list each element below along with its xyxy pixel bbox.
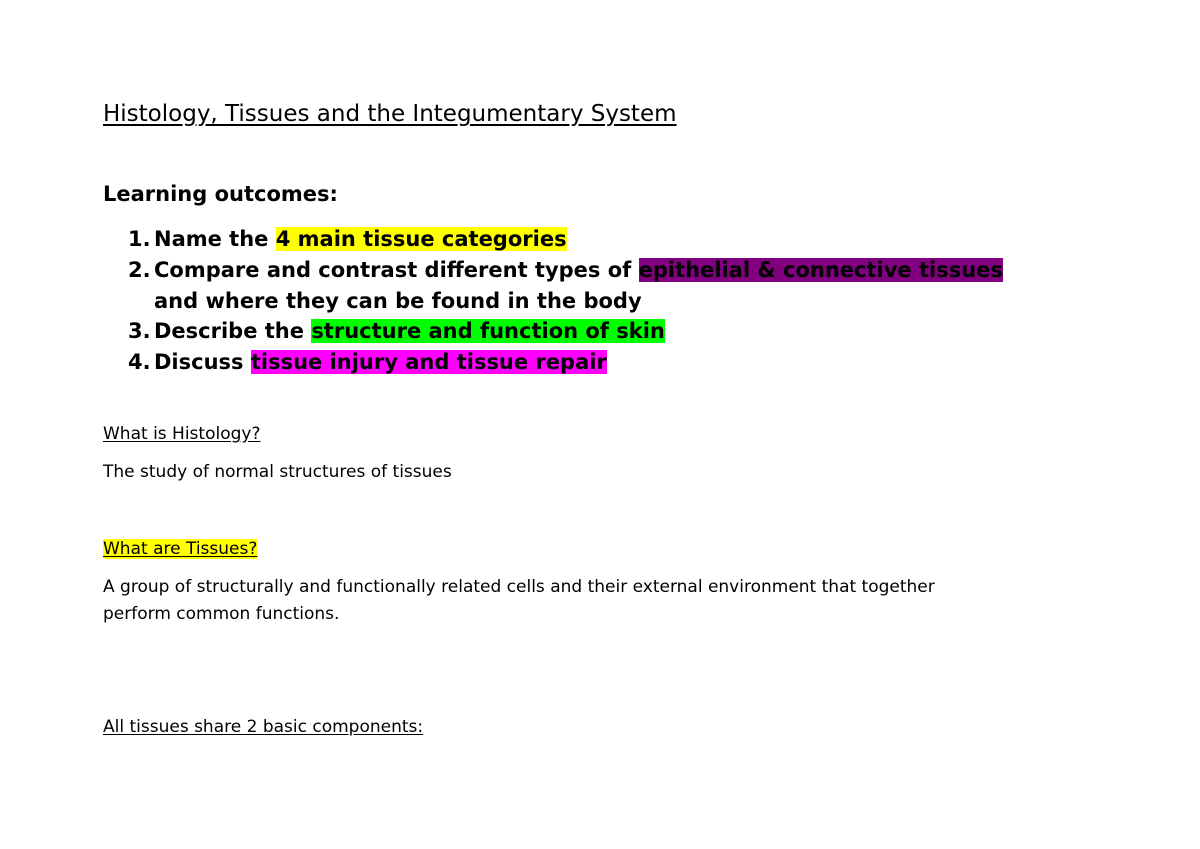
outcome-item xyxy=(128,316,1003,347)
outcome-text: Compare and contrast different types of xyxy=(154,257,639,282)
tissues-question xyxy=(103,539,257,559)
outcome-item xyxy=(128,255,1003,317)
basic-components-heading: All tissues share 2 basic components: xyxy=(103,717,424,737)
learning-outcomes-list xyxy=(128,224,1003,378)
outcome-number: 2. xyxy=(128,257,151,282)
outcome-text: Describe the xyxy=(154,319,312,344)
outcome-item xyxy=(128,224,1003,255)
histology-question: What is Histology? xyxy=(103,424,261,444)
tissues-answer-line: perform common functions. xyxy=(103,604,340,624)
tissues-question-text: What are Tissues? xyxy=(103,539,258,559)
outcome-highlight: tissue injury and tissue repair xyxy=(250,350,607,375)
outcome-text: Name the xyxy=(154,227,276,251)
outcome-number: 4. xyxy=(128,350,151,375)
outcome-number: 3. xyxy=(128,319,151,344)
page-title: Histology, Tissues and the Integumentary System xyxy=(103,101,677,127)
learning-outcomes-heading: Learning outcomes: xyxy=(103,182,338,206)
histology-answer: The study of normal structures of tissues xyxy=(103,462,452,482)
outcome-number: 1. xyxy=(128,227,151,251)
outcome-highlight: epithelial & connective tissues xyxy=(638,257,1003,282)
outcome-item xyxy=(128,347,1003,378)
outcome-continuation: and where they can be found in the body xyxy=(154,288,642,313)
outcome-highlight: 4 main tissue categories xyxy=(275,227,567,251)
outcome-highlight: structure and function of skin xyxy=(311,319,665,344)
tissues-answer xyxy=(103,574,1103,628)
outcome-text: Discuss xyxy=(154,350,251,375)
tissues-answer-line: A group of structurally and functionally related cells and their external environment that together xyxy=(103,577,935,597)
